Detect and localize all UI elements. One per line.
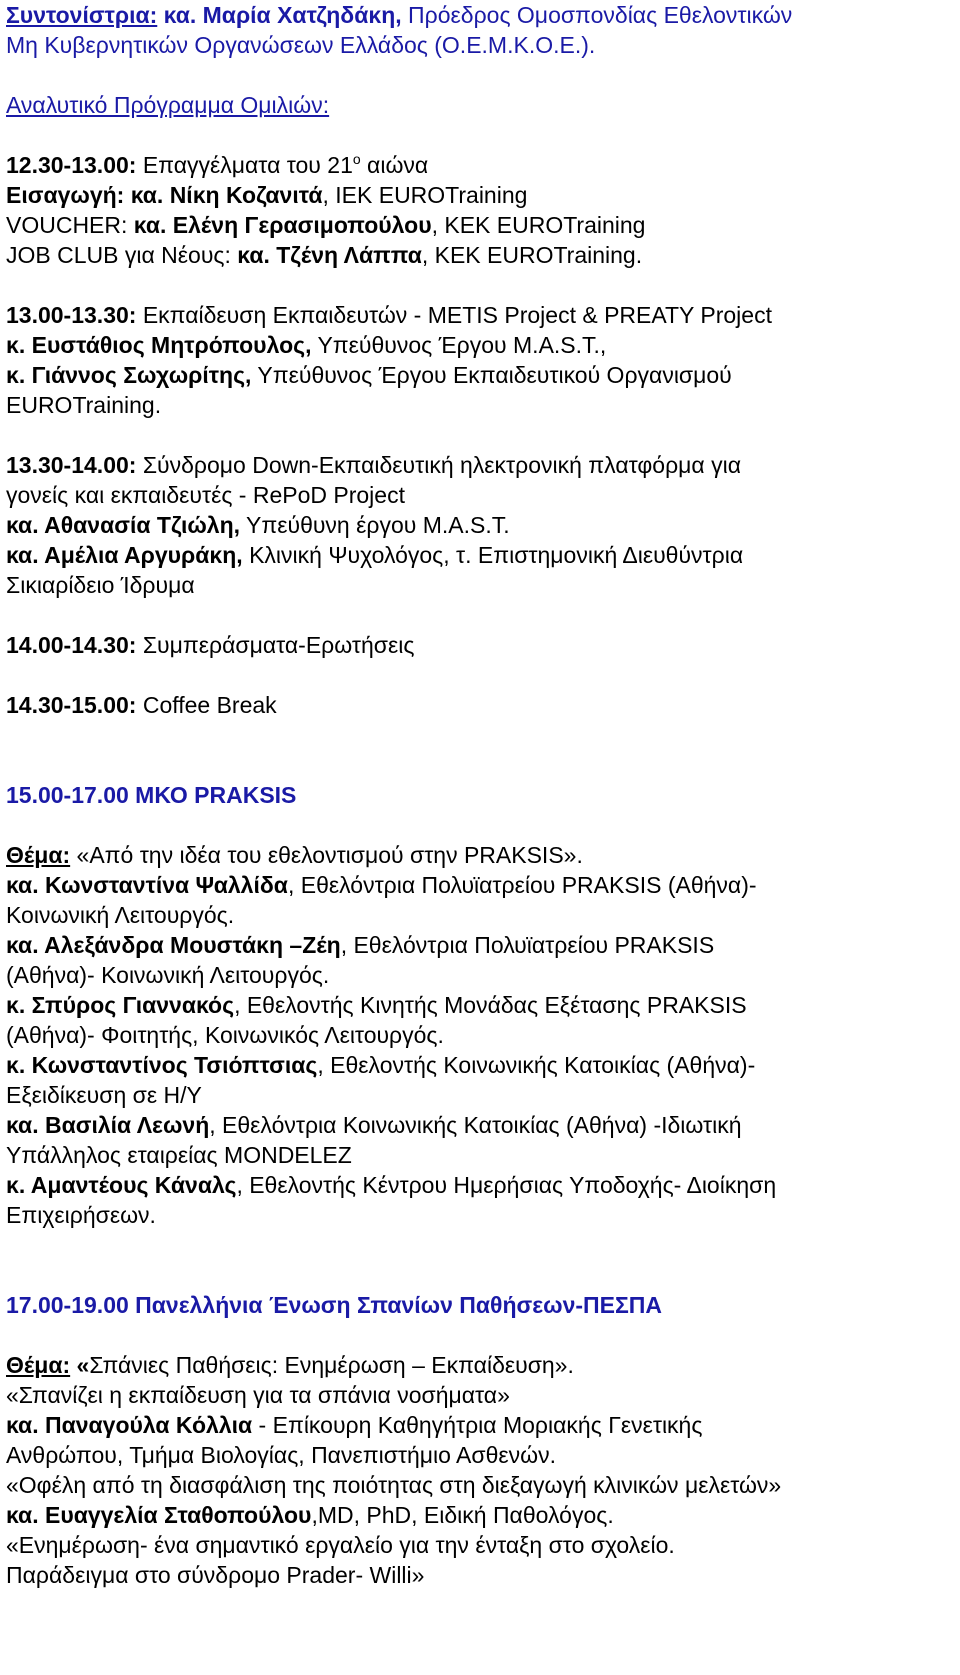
session-1-intro [6, 180, 954, 210]
session-7-theme [6, 1350, 954, 1380]
speaker-affiliation: , ΙΕΚ EUROTraining [322, 182, 528, 208]
praksis-speaker-1-cont: Κοινωνική Λειτουργός. [6, 902, 235, 928]
session-4-time: 14.00-14.30: [6, 632, 137, 658]
speaker-name: κα. Ευαγγελία Σταθοπούλου [6, 1502, 312, 1528]
speaker-name: κα. Τζένη Λάππα [237, 242, 422, 268]
speaker-affiliation: , Εθελόντρια Πολυϊατρείου PRAKSIS [340, 932, 715, 958]
praksis-speaker-1 [6, 870, 954, 900]
talk-3-title-cont: Παράδειγμα στο σύνδρομο Prader- Willi» [6, 1562, 425, 1588]
coordinator-name: Μαρία Χατζηδάκη, [202, 2, 402, 28]
talk-3-title: «Ενημέρωση- ένα σημαντικό εργαλείο για την ένταξη στο σχολείο. [6, 1532, 675, 1558]
coordinator-title: κα. [157, 2, 203, 28]
session-1-voucher [6, 210, 954, 240]
speaker-title: κ. [6, 1052, 32, 1078]
speaker-title: κα. [6, 1112, 45, 1138]
pespa-speaker-1-cont: Ανθρώπου, Τμήμα Βιολογίας, Πανεπιστήμιο Ασθενών. [6, 1442, 556, 1468]
session-5-title [6, 690, 954, 720]
theme-text: Σπάνιες Παθήσεις: Ενημέρωση – Εκπαίδευση». [89, 1352, 574, 1378]
speaker-name: κα. Νίκη Κοζανιτά [124, 182, 323, 208]
speaker-affiliation: , ΚΕΚ EUROTraining [431, 212, 646, 238]
session-4-title [6, 630, 954, 660]
session-3-speaker-2-cont: Σικιαρίδειο Ίδρυμα [6, 572, 195, 598]
speaker-name: Σπύρος Γιαννακός [31, 992, 235, 1018]
speaker-affiliation: , Εθελοντής Κοινωνικής Κατοικίας (Αθήνα)- [317, 1052, 756, 1078]
coordinator-line-1 [6, 0, 954, 30]
session-3-title [6, 450, 954, 480]
speaker-affiliation: , Εθελοντής Κινητής Μονάδας Εξέτασης PRAKSIS [234, 992, 747, 1018]
session-3-title-cont: γονείς και εκπαιδευτές - RePoD Project [6, 482, 405, 508]
speaker-affiliation: , Εθελόντρια Κοινωνικής Κατοικίας (Αθήνα) -Ιδιωτική [209, 1112, 742, 1138]
session-3-title-text: Σύνδρομο Down-Εκπαιδευτική ηλεκτρονική πλατφόρμα για [136, 452, 742, 478]
jobclub-label: JOB CLUB για Νέους: [6, 242, 238, 268]
session-7-heading: 17.00-19.00 Πανελλήνια Ένωση Σπανίων Παθήσεων-ΠΕΣΠΑ [6, 1292, 663, 1318]
session-6-theme [6, 840, 954, 870]
praksis-speaker-4-cont: Εξειδίκευση σε Η/Υ [6, 1082, 202, 1108]
session-3-speaker-1 [6, 510, 954, 540]
session-5-title-text: Coffee Break [136, 692, 277, 718]
speaker-title: κα. [6, 872, 45, 898]
praksis-speaker-6-cont: Επιχειρήσεων. [6, 1202, 156, 1228]
praksis-speaker-3 [6, 990, 954, 1020]
session-1-title-end: αιώνα [360, 152, 429, 178]
praksis-speaker-3-cont: (Αθήνα)- Φοιτητής, Κοινωνικός Λειτουργός. [6, 1022, 444, 1048]
speaker-name: κα. Ελένη Γερασιμοπούλου [127, 212, 432, 238]
speaker-affiliation: ,MD, PhD, Ειδική Παθολόγος. [311, 1502, 614, 1528]
intro-label: Εισαγωγή: [6, 182, 125, 208]
praksis-speaker-5 [6, 1110, 954, 1140]
speaker-name: Κωνσταντίνα Ψαλλίδα [44, 872, 288, 898]
praksis-speaker-6 [6, 1170, 954, 1200]
theme-label: Θέμα: [6, 1352, 71, 1378]
voucher-label: VOUCHER: [6, 212, 128, 238]
session-2-speaker-1 [6, 330, 954, 360]
theme-text: «Από την ιδέα του εθελοντισμού στην PRAKSIS». [70, 842, 583, 868]
session-1-jobclub [6, 240, 954, 270]
session-2-speaker-2 [6, 360, 954, 390]
speaker-affiliation: Κλινική Ψυχολόγος, τ. Επιστημονική Διευθύντρια [242, 542, 744, 568]
speaker-name: κα. Αθανασία Τζιώλη, [6, 512, 241, 538]
speaker-name: Αλεξάνδρα Μουστάκη –Ζέη [44, 932, 341, 958]
speaker-affiliation: , ΚΕΚ EUROTraining. [421, 242, 643, 268]
speaker-name: Βασιλία Λεωνή [44, 1112, 210, 1138]
coordinator-role: Πρόεδρος Ομοσπονδίας Εθελοντικών [401, 2, 793, 28]
speaker-affiliation: Υπεύθυνος Έργου M.A.S.T., [311, 332, 607, 358]
speaker-affiliation: Υπεύθυνη έργου M.A.S.T. [240, 512, 510, 538]
speaker-affiliation: - Επίκουρη Καθηγήτρια Μοριακής Γενετικής [252, 1412, 703, 1438]
speaker-title: κ. [6, 1172, 31, 1198]
session-2-time: 13.00-13.30: [6, 302, 137, 328]
session-2-title [6, 300, 954, 330]
session-5-time: 14.30-15.00: [6, 692, 137, 718]
pespa-speaker-2 [6, 1500, 954, 1530]
talk-2-title: «Οφέλη από τη διασφάλιση της ποιότητας στη διεξαγωγή κλινικών μελετών» [6, 1472, 782, 1498]
speaker-affiliation: Υπεύθυνος Έργου Εκπαιδευτικού Οργανισμού [251, 362, 732, 388]
coordinator-label: Συντονίστρια: [6, 2, 158, 28]
session-1-time: 12.30-13.00: [6, 152, 137, 178]
theme-quote: « [70, 1352, 90, 1378]
praksis-speaker-2-cont: (Αθήνα)- Κοινωνική Λειτουργός. [6, 962, 330, 988]
session-1-title [6, 150, 954, 180]
session-4-title-text: Συμπεράσματα-Ερωτήσεις [136, 632, 415, 658]
speaker-name: Αμαντέους Κάναλς [30, 1172, 237, 1198]
session-1-title-text: Επαγγέλματα του 21 [136, 152, 353, 178]
speaker-name: κα. Παναγούλα Κόλλια [6, 1412, 253, 1438]
coordinator-line-2: Μη Κυβερνητικών Οργανώσεων Ελλάδος (Ο.Ε.Μ.Κ.Ο.Ε.). [6, 32, 596, 58]
speaker-name: κ. Ευστάθιος Μητρόπουλος, [6, 332, 312, 358]
pespa-speaker-1 [6, 1410, 954, 1440]
speaker-title: κα. [6, 932, 45, 958]
praksis-speaker-2 [6, 930, 954, 960]
speaker-affiliation: , Εθελοντής Κέντρου Ημερήσιας Υποδοχής- Διοίκηση [236, 1172, 777, 1198]
session-2-title-text: Εκπαίδευση Εκπαιδευτών - METIS Project & PREATY Project [136, 302, 772, 328]
praksis-speaker-5-cont: Υπάλληλος εταιρείας MONDELEZ [6, 1142, 352, 1168]
superscript: ο [352, 151, 361, 167]
talk-1-title: «Σπανίζει η εκπαίδευση για τα σπάνια νοσήματα» [6, 1382, 510, 1408]
theme-label: Θέμα: [6, 842, 71, 868]
session-3-time: 13.30-14.00: [6, 452, 137, 478]
speaker-name: κα. Αμέλια Αργυράκη, [6, 542, 243, 568]
speaker-affiliation: , Εθελόντρια Πολυϊατρείου PRAKSIS (Αθήνα)- [287, 872, 757, 898]
speaker-title: κ. [6, 992, 32, 1018]
session-2-speaker-2-cont: EUROTraining. [6, 392, 162, 418]
session-3-speaker-2 [6, 540, 954, 570]
praksis-speaker-4 [6, 1050, 954, 1080]
program-heading [6, 90, 954, 120]
session-6-heading: 15.00-17.00 ΜΚΟ PRAKSIS [6, 782, 297, 808]
speaker-name: κ. Γιάννος Σωχωρίτης, [6, 362, 252, 388]
speaker-name: Κωνσταντίνος Τσιόπτσιας [31, 1052, 318, 1078]
program-heading-text: Αναλυτικό Πρόγραμμα Ομιλιών: [6, 92, 330, 118]
